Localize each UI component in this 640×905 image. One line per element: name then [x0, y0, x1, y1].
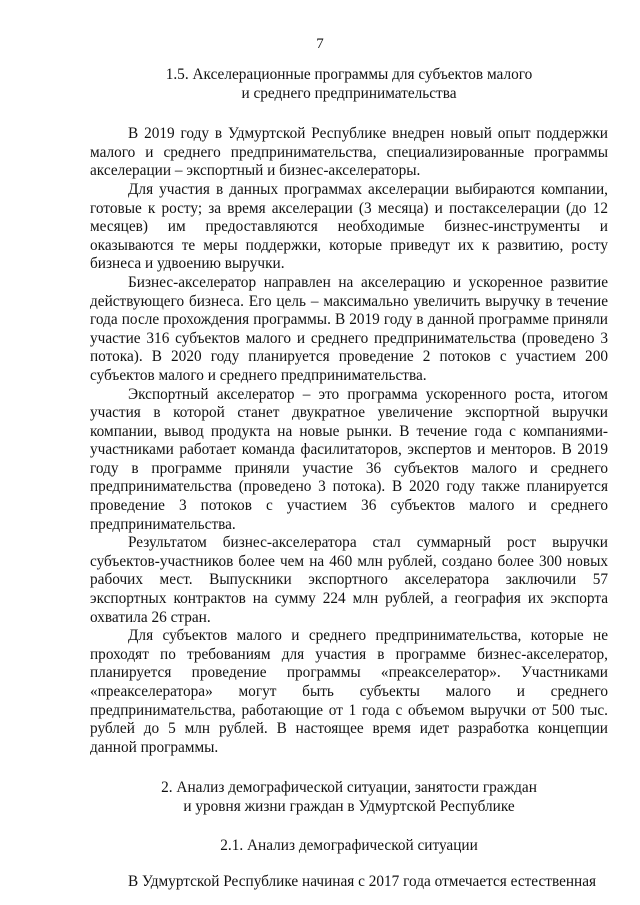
section-2-1-heading: 2.1. Анализ демографической ситуации: [220, 836, 478, 854]
section-1-5-heading-line-1: 1.5. Акселерационные программы для субъектов малого: [165, 66, 533, 83]
paragraph-acceleration-intro: В 2019 году в Удмуртской Республике внедрен новый опыт поддержки малого и среднего предпринимательства, специализированные программы акселерации – экспортный и бизнес-акселераторы.: [90, 125, 608, 180]
paragraph-results: Результатом бизнес-акселератора стал суммарный рост выручки субъектов-участников более чем на 460 млн рублей, создано более 300 новых рабочих мест. Выпускники экспортного акселератора заключили 57 экспортных контрактов на сумму 224 млн рублей, а география их экспорта охватила 26 стран.: [90, 534, 608, 626]
paragraph-business-accelerator: Бизнес-акселератор направлен на акселерацию и ускоренное развитие действующего бизнеса. Его цель – максимально увеличить выручку в течение года после прохождения программы. В 2019 году в данной программе приняли участие 316 субъектов малого и среднего предпринимательства (проведено 3 потока). В 2020 году планируется проведение 2 потоков с участием 200 субъектов малого и среднего предпринимательства.: [90, 273, 608, 384]
section-1-5-heading: [90, 66, 608, 103]
section-2-heading-line-2: и уровня жизни граждан в Удмуртской Республике: [183, 797, 515, 815]
page-content: [90, 66, 608, 892]
section-2-heading-line-1: 2. Анализ демографической ситуации, занятости граждан: [161, 779, 537, 797]
paragraph-export-accelerator: Экспортный акселератор – это программа ускоренного роста, итогом участия в которой станет двукратное увеличение экспортной выручки компании, вывод продукта на новые рынки. В течение года с компаниями-участниками работает команда фасилитаторов, экспертов и менторов. В 2019 году в программе приняли участие 36 субъектов малого и среднего предпринимательства (проведено 3 потока). В 2020 году также планируется проведение 3 потоков с участием 36 субъектов малого и среднего предпринимательства.: [90, 385, 608, 533]
paragraph-acceleration-participation: Для участия в данных программах акселерации выбираются компании, готовые к росту; за время акселерации (3 месяца) и постакселерации (до 12 месяцев) им предоставляются необходимые бизнес-инструменты и оказываются те меры поддержки, которые приведут их к развитию, росту бизнеса и удвоению выручки.: [90, 180, 608, 273]
section-1-5-heading-line-2: и среднего предпринимательства: [241, 84, 457, 102]
page-number: 7: [316, 36, 324, 52]
paragraph-preaccelerator: Для субъектов малого и среднего предпринимательства, которые не проходят по требованиям для участия в программе бизнес-акселератор, планируется проведение программы «преакселератор». Участниками «преакселератора» могут быть субъекты малого и среднего предпринимательства, работающие от 1 года с объемом выручки от 500 тыс. рублей до 5 млн рублей. В настоящее время идет разработка концепции данной программы.: [90, 627, 608, 756]
paragraph-demography-start: В Удмуртской Республике начиная с 2017 года отмечается естественная: [128, 873, 597, 891]
section-2-heading: [90, 779, 608, 816]
